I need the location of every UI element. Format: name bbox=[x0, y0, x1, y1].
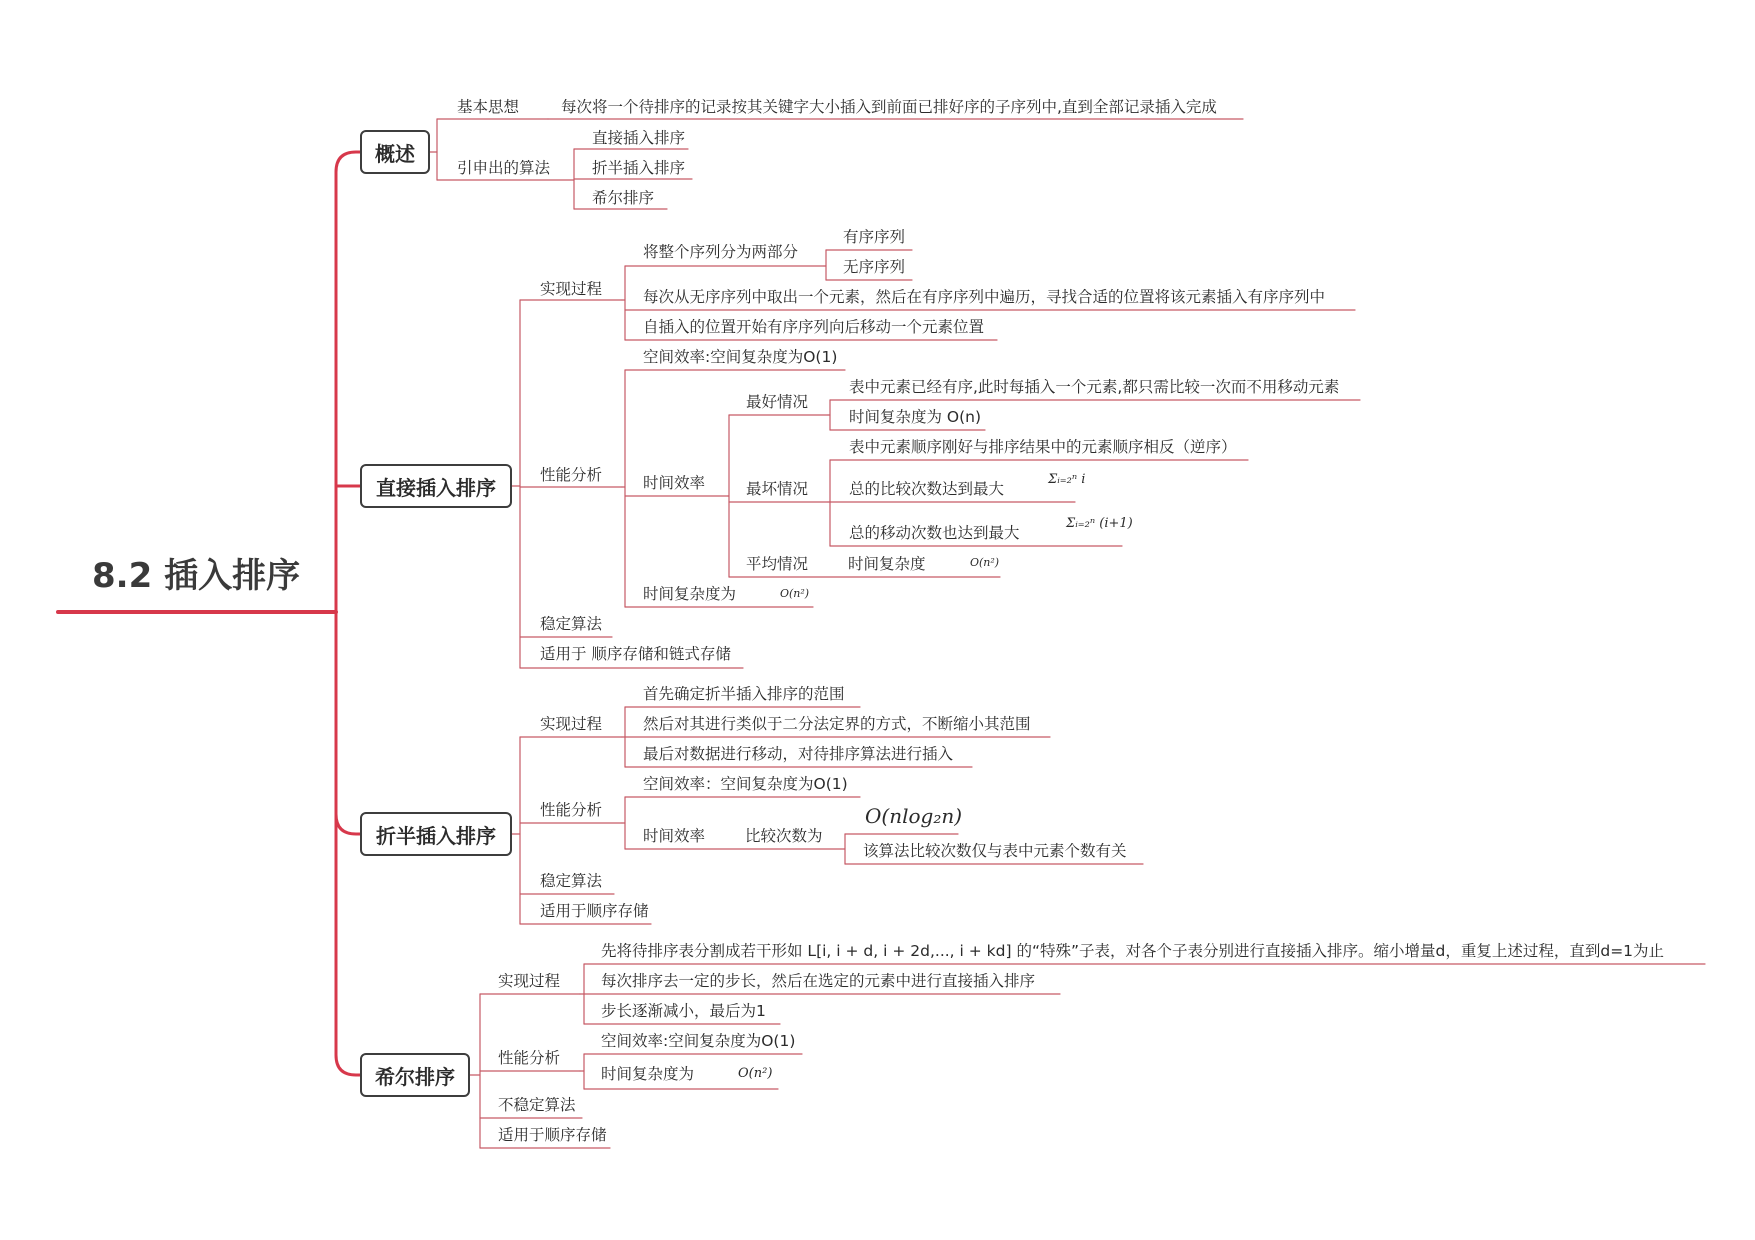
xier-step3: 步长逐渐减小，最后为1 bbox=[601, 1002, 766, 1020]
zhijie-applies: 适用于 顺序存储和链式存储 bbox=[540, 645, 731, 663]
zhijie-best-label: 最好情况 bbox=[746, 393, 809, 411]
zhijie-worst-move: 总的移动次数也达到最大 bbox=[849, 524, 1020, 542]
algorithm-item: 直接插入排序 bbox=[592, 129, 686, 147]
zheban-compare-formula: O(nlog₂n) bbox=[865, 804, 963, 828]
zhijie-worst-desc: 表中元素顺序刚好与排序结果中的元素顺序相反（逆序） bbox=[849, 438, 1237, 456]
algorithm-item: 希尔排序 bbox=[592, 189, 655, 207]
zhijie-overall-time: 时间复杂度为 bbox=[643, 585, 737, 603]
xier-impl-label: 实现过程 bbox=[498, 972, 561, 990]
zhijie-impl-label: 实现过程 bbox=[540, 280, 603, 298]
zheban-space: 空间效率：空间复杂度为O(1) bbox=[643, 775, 848, 793]
connector bbox=[336, 612, 360, 1075]
zhijie-step2: 自插入的位置开始有序序列向后移动一个元素位置 bbox=[643, 318, 985, 336]
connector bbox=[336, 152, 360, 612]
branch-zheban[interactable]: 折半插入排序 bbox=[360, 812, 512, 856]
gaishu-jiben-text: 每次将一个待排序的记录按其关键字大小插入到前面已排好序的子序列中,直到全部记录插入完成 bbox=[561, 98, 1217, 116]
zhijie-worst-move-formula: Σᵢ₌₂ⁿ (i+1) bbox=[1066, 516, 1133, 531]
zhijie-space: 空间效率:空间复杂度为O(1) bbox=[643, 348, 838, 366]
zhijie-unordered: 无序序列 bbox=[843, 258, 906, 276]
zheban-stable: 稳定算法 bbox=[540, 872, 603, 890]
xier-time-formula: O(n²) bbox=[738, 1066, 773, 1081]
zhijie-best-time: 时间复杂度为 O(n) bbox=[849, 408, 982, 426]
zhijie-worst-compare-formula: Σᵢ₌₂ⁿ i bbox=[1048, 472, 1086, 487]
zheban-compare-note: 该算法比较次数仅与表中元素个数有关 bbox=[863, 842, 1127, 860]
zheban-perf-label: 性能分析 bbox=[540, 801, 603, 819]
zhijie-overall-formula: O(n²) bbox=[780, 587, 810, 600]
gaishu-yinshen-label: 引申出的算法 bbox=[457, 159, 551, 177]
branch-zhijie[interactable]: 直接插入排序 bbox=[360, 464, 512, 508]
zhijie-stable: 稳定算法 bbox=[540, 615, 603, 633]
connector bbox=[336, 612, 360, 834]
zheban-compare-label: 比较次数为 bbox=[745, 827, 823, 845]
zheban-step1: 首先确定折半插入排序的范围 bbox=[643, 685, 845, 703]
xier-step1: 先将待排序表分割成若干形如 L[i, i + d, i + 2d,..., i + kd] 的“特殊”子表，对各个子表分别进行直接插入排序。缩小增量d，重复上述过程，直到d=1为止 bbox=[601, 942, 1665, 960]
xier-stable: 不稳定算法 bbox=[498, 1096, 576, 1114]
zhijie-split: 将整个序列分为两部分 bbox=[643, 243, 799, 261]
xier-applies: 适用于顺序存储 bbox=[498, 1126, 607, 1144]
zhijie-time-label: 时间效率 bbox=[643, 474, 706, 492]
branch-gaishu[interactable]: 概述 bbox=[360, 130, 430, 174]
zhijie-avg-formula: O(n²) bbox=[970, 556, 1000, 569]
zhijie-avg-text: 时间复杂度 bbox=[848, 555, 926, 573]
xier-perf-label: 性能分析 bbox=[498, 1049, 561, 1067]
zheban-impl-label: 实现过程 bbox=[540, 715, 603, 733]
branch-xier[interactable]: 希尔排序 bbox=[360, 1053, 470, 1097]
zheban-time-label: 时间效率 bbox=[643, 827, 706, 845]
xier-space: 空间效率:空间复杂度为O(1) bbox=[601, 1032, 796, 1050]
xier-step2: 每次排序去一定的步长，然后在选定的元素中进行直接插入排序 bbox=[601, 972, 1036, 990]
zhijie-avg-label: 平均情况 bbox=[746, 555, 809, 573]
root-title: 8.2 插入排序 bbox=[92, 556, 301, 596]
gaishu-jiben-label: 基本思想 bbox=[457, 98, 520, 116]
zhijie-worst-compare: 总的比较次数达到最大 bbox=[849, 480, 1005, 498]
xier-time: 时间复杂度为 bbox=[601, 1065, 695, 1083]
zhijie-ordered: 有序序列 bbox=[843, 228, 906, 246]
zheban-step2: 然后对其进行类似于二分法定界的方式，不断缩小其范围 bbox=[643, 715, 1031, 733]
zhijie-step1: 每次从无序序列中取出一个元素，然后在有序序列中遍历，寻找合适的位置将该元素插入有序序列中 bbox=[643, 288, 1326, 306]
zheban-step3: 最后对数据进行移动，对待排序算法进行插入 bbox=[643, 745, 954, 763]
zhijie-best-desc: 表中元素已经有序,此时每插入一个元素,都只需比较一次而不用移动元素 bbox=[849, 378, 1340, 396]
algorithm-item: 折半插入排序 bbox=[592, 159, 686, 177]
zheban-applies: 适用于顺序存储 bbox=[540, 902, 649, 920]
zhijie-worst-label: 最坏情况 bbox=[746, 480, 809, 498]
zhijie-perf-label: 性能分析 bbox=[540, 466, 603, 484]
